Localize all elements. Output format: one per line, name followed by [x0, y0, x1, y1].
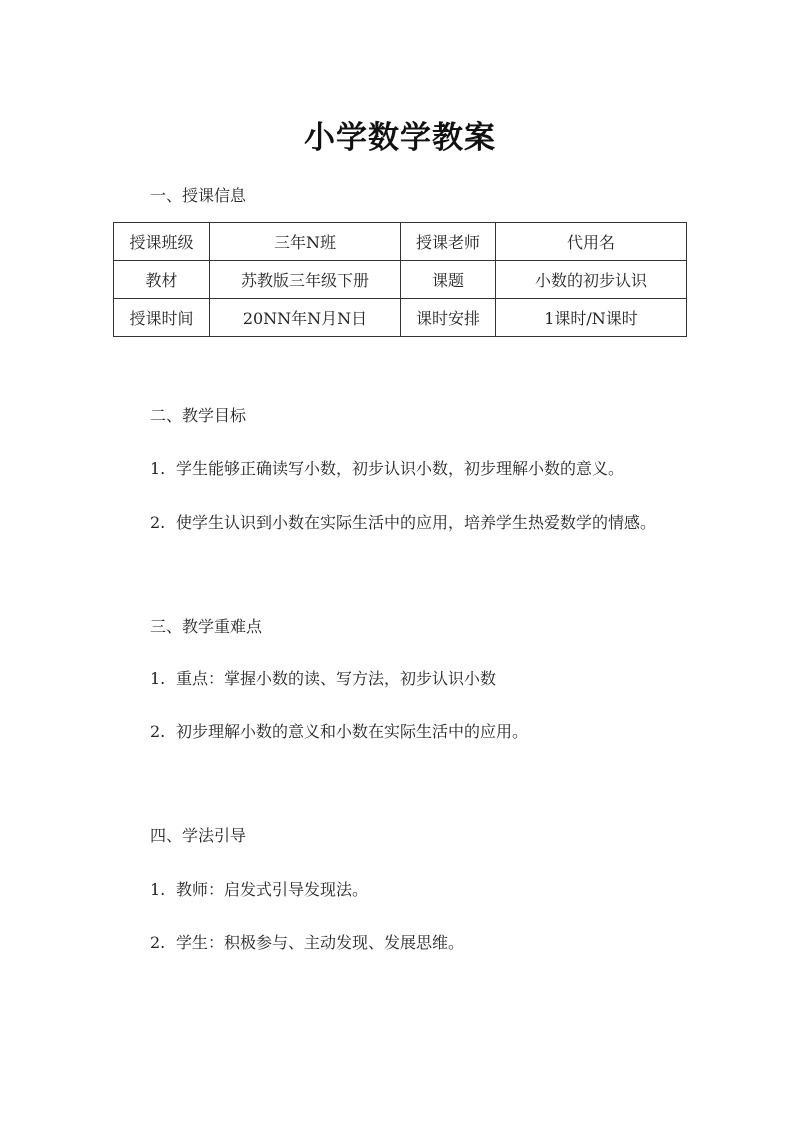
- table-cell: 小数的初步认识: [496, 261, 687, 299]
- section-heading-objectives: 二、教学目标: [150, 406, 247, 425]
- list-item-number: 1.: [150, 459, 166, 478]
- section-heading-key-points: 三、教学重难点: [150, 617, 263, 636]
- table-cell: 教材: [114, 261, 210, 299]
- list-item-text: 学生：积极参与、主动发现、发展思维。: [176, 933, 465, 952]
- table-row: [114, 261, 687, 299]
- list-item-text: 初步理解小数的意义和小数在实际生活中的应用。: [176, 722, 529, 741]
- table-row: [114, 299, 687, 337]
- list-item: [150, 456, 624, 479]
- list-item: [150, 930, 464, 953]
- section-heading-learning-guidance: 四、学法引导: [150, 826, 247, 845]
- info-table: [113, 222, 687, 337]
- table-cell: 20NN年N月N日: [210, 299, 401, 337]
- table-cell: 授课老师: [401, 223, 496, 261]
- list-item: [150, 510, 656, 533]
- list-item-number: 1.: [150, 669, 166, 688]
- list-item: [150, 877, 368, 900]
- section-heading-info: 一、授课信息: [150, 186, 247, 205]
- table-cell: 课题: [401, 261, 496, 299]
- table-cell: 授课时间: [114, 299, 210, 337]
- table-cell: 授课班级: [114, 223, 210, 261]
- table-cell: 三年N班: [210, 223, 401, 261]
- list-item-text: 重点：掌握小数的读、写方法，初步认识小数: [176, 669, 497, 688]
- list-item-number: 2.: [150, 933, 166, 952]
- table-row: [114, 223, 687, 261]
- table-cell: 苏教版三年级下册: [210, 261, 401, 299]
- list-item: [150, 666, 496, 689]
- page-title: 小学数学教案: [304, 120, 496, 156]
- list-item-text: 学生能够正确读写小数，初步认识小数，初步理解小数的意义。: [176, 459, 625, 478]
- table-cell: 代用名: [496, 223, 687, 261]
- table-cell: 课时安排: [401, 299, 496, 337]
- list-item: [150, 719, 528, 742]
- table-cell: 1课时/N课时: [496, 299, 687, 337]
- list-item-text: 使学生认识到小数在实际生活中的应用，培养学生热爱数学的情感。: [176, 513, 657, 532]
- list-item-number: 2.: [150, 513, 166, 532]
- list-item-text: 教师：启发式引导发现法。: [176, 880, 369, 899]
- list-item-number: 1.: [150, 880, 166, 899]
- list-item-number: 2.: [150, 722, 166, 741]
